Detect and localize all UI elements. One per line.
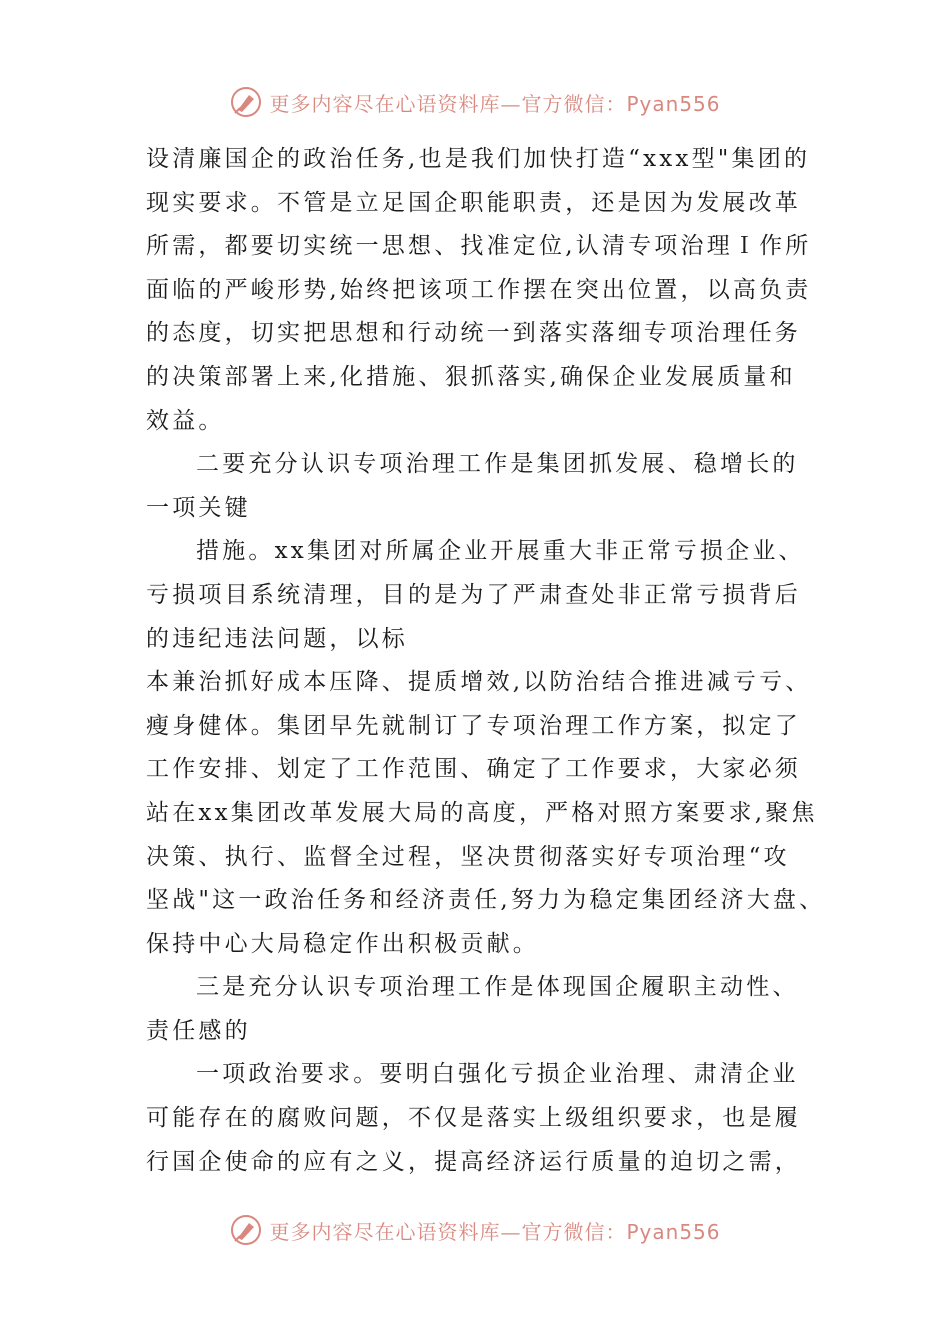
text-line: 决策、执行、监督全过程，坚决贯彻落实好专项治理“攻: [146, 843, 790, 870]
paragraph-heading-line: 二要充分认识专项治理工作是集团抓发展、稳增长的: [196, 451, 799, 478]
wechat-id: Pyan556: [626, 1219, 721, 1244]
pen-nib-circle-icon: [229, 1213, 263, 1247]
text-line: 一项政治要求。要明白强化亏损企业治理、肃清企业: [196, 1061, 799, 1088]
text-line: 瘦身健体。集团早先就制订了专项治理工作方案，拟定了: [146, 712, 801, 739]
banner-text: 更多内容尽在心语资料库—官方微信：Pyan556: [269, 91, 721, 116]
text-line: 的态度，切实把思想和行动统一到落实落细专项治理任务: [146, 320, 801, 347]
text-line: 责任感的: [146, 1017, 251, 1044]
header-watermark-banner: [0, 82, 950, 122]
text-line: 措施。xx集团对所属企业开展重大非正常亏损企业、: [196, 538, 805, 565]
wechat-id: Pyan556: [626, 91, 721, 116]
text-line: 的决策部署上来,化措施、狠抓落实,确保企业发展质量和: [146, 363, 796, 390]
text-line: 工作安排、划定了工作范围、确定了工作要求，大家必须: [146, 756, 801, 783]
paragraph-heading-line: 三是充分认识专项治理工作是体现国企履职主动性、: [196, 974, 799, 1001]
text-line: 可能存在的腐败问题，不仅是落实上级组织要求，也是履: [146, 1105, 801, 1132]
text-line: 的违纪违法问题，以标: [146, 625, 408, 652]
text-line: 本兼治抓好成本压降、提质增效,以防治结合推进减亏亏、: [146, 669, 812, 696]
text-line: 面临的严峻形势,始终把该项工作摆在突出位置，以高负责: [146, 276, 812, 303]
text-line: 设清廉国企的政治任务,也是我们加快打造“xxx型"集团的: [146, 146, 811, 172]
text-line: 站在xx集团改革发展大局的高度，严格对照方案要求,聚焦: [146, 799, 818, 826]
text-line: 亏损项目系统清理，目的是为了严肃查处非正常亏损背后: [146, 581, 801, 608]
pen-nib-circle-icon: [229, 85, 263, 119]
text-line: 所需，都要切实统一思想、找准定位,认清专项治理Ｉ作所: [146, 233, 812, 260]
text-line: 保持中心大局稳定作出积极贡献。: [146, 930, 539, 957]
text-line: 一项关键: [146, 494, 251, 521]
text-line: 现实要求。不管是立足国企职能职责，还是因为发展改革: [146, 189, 801, 216]
text-line: 坚战"这一政治任务和经济责任,努力为稳定集团经济大盘、: [146, 887, 826, 914]
text-line: 效益。: [146, 407, 225, 434]
footer-watermark-banner: [0, 1210, 950, 1250]
text-line: 行国企使命的应有之义，提高经济运行质量的迫切之需，: [146, 1148, 801, 1175]
document-body: [146, 138, 826, 1184]
banner-text: 更多内容尽在心语资料库—官方微信：Pyan556: [269, 1219, 721, 1244]
